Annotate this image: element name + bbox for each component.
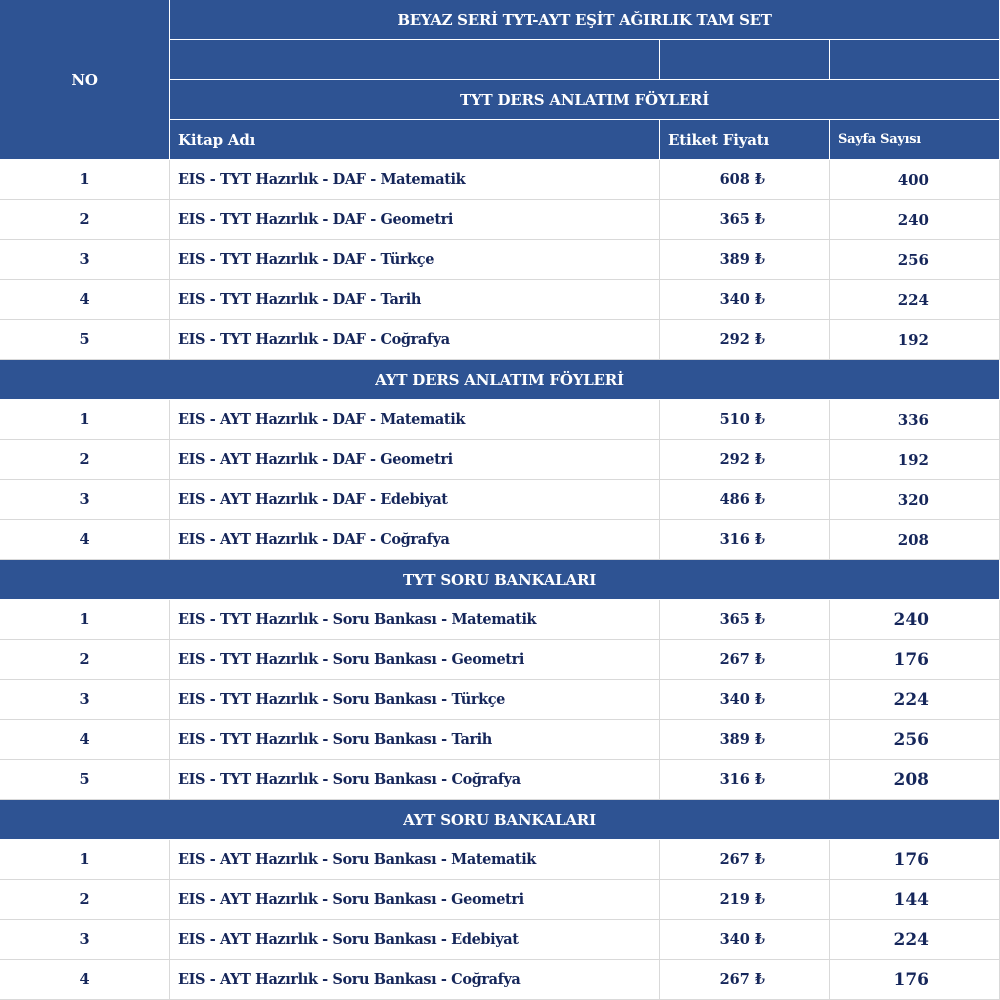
header-blank-cell xyxy=(170,40,660,80)
book-name: EIS - TYT Hazırlık - Soru Bankası - Coğrafya xyxy=(170,760,660,800)
book-name: EIS - TYT Hazırlık - Soru Bankası - Geometri xyxy=(170,640,660,680)
row-number: 3 xyxy=(0,680,170,720)
book-price: 365 ₺ xyxy=(660,600,830,640)
book-name: EIS - TYT Hazırlık - DAF - Geometri xyxy=(170,200,660,240)
header-blank-cell xyxy=(830,40,1000,80)
book-price: 510 ₺ xyxy=(660,400,830,440)
book-price: 389 ₺ xyxy=(660,720,830,760)
section-title: TYT DERS ANLATIM FÖYLERİ xyxy=(170,80,1000,120)
book-pages: 176 xyxy=(830,840,1000,880)
book-pages: 144 xyxy=(830,880,1000,920)
book-name: EIS - AYT Hazırlık - DAF - Geometri xyxy=(170,440,660,480)
book-price: 292 ₺ xyxy=(660,320,830,360)
book-name: EIS - AYT Hazırlık - Soru Bankası - Coğrafya xyxy=(170,960,660,1000)
book-pages: 320 xyxy=(830,480,1000,520)
book-pages: 208 xyxy=(830,520,1000,560)
book-name: EIS - TYT Hazırlık - Soru Bankası - Tarih xyxy=(170,720,660,760)
book-name: EIS - TYT Hazırlık - Soru Bankası - Matematik xyxy=(170,600,660,640)
row-number: 4 xyxy=(0,960,170,1000)
book-name: EIS - TYT Hazırlık - DAF - Tarih xyxy=(170,280,660,320)
book-name: EIS - AYT Hazırlık - Soru Bankası - Matematik xyxy=(170,840,660,880)
book-pages: 176 xyxy=(830,960,1000,1000)
book-pages: 400 xyxy=(830,160,1000,200)
book-pages: 224 xyxy=(830,920,1000,960)
row-number: 4 xyxy=(0,520,170,560)
book-name: EIS - AYT Hazırlık - Soru Bankası - Geometri xyxy=(170,880,660,920)
book-price: 316 ₺ xyxy=(660,760,830,800)
row-number: 3 xyxy=(0,920,170,960)
row-number: 2 xyxy=(0,200,170,240)
row-number: 3 xyxy=(0,240,170,280)
row-number: 2 xyxy=(0,640,170,680)
column-header-pages: Sayfa Sayısı xyxy=(830,120,1000,160)
section-title: AYT DERS ANLATIM FÖYLERİ xyxy=(0,360,1000,400)
book-name: EIS - AYT Hazırlık - DAF - Edebiyat xyxy=(170,480,660,520)
book-pages: 192 xyxy=(830,440,1000,480)
book-name: EIS - AYT Hazırlık - DAF - Coğrafya xyxy=(170,520,660,560)
book-name: EIS - AYT Hazırlık - DAF - Matematik xyxy=(170,400,660,440)
row-number: 5 xyxy=(0,320,170,360)
book-pages: 224 xyxy=(830,680,1000,720)
header-blank-cell xyxy=(660,40,830,80)
book-name: EIS - TYT Hazırlık - DAF - Coğrafya xyxy=(170,320,660,360)
book-price: 219 ₺ xyxy=(660,880,830,920)
section-title: TYT SORU BANKALARI xyxy=(0,560,1000,600)
book-price: 267 ₺ xyxy=(660,640,830,680)
row-number: 5 xyxy=(0,760,170,800)
row-number: 1 xyxy=(0,840,170,880)
row-number: 2 xyxy=(0,880,170,920)
column-header-name: Kitap Adı xyxy=(170,120,660,160)
book-pages: 336 xyxy=(830,400,1000,440)
book-pages: 240 xyxy=(830,200,1000,240)
book-price: 292 ₺ xyxy=(660,440,830,480)
book-price: 486 ₺ xyxy=(660,480,830,520)
row-number: 4 xyxy=(0,720,170,760)
book-price: 267 ₺ xyxy=(660,960,830,1000)
book-pages: 176 xyxy=(830,640,1000,680)
column-header-no: NO xyxy=(0,0,170,160)
book-pages: 192 xyxy=(830,320,1000,360)
book-pages: 256 xyxy=(830,720,1000,760)
row-number: 4 xyxy=(0,280,170,320)
book-name: EIS - TYT Hazırlık - DAF - Türkçe xyxy=(170,240,660,280)
book-name: EIS - TYT Hazırlık - Soru Bankası - Türkçe xyxy=(170,680,660,720)
book-price: 340 ₺ xyxy=(660,680,830,720)
row-number: 2 xyxy=(0,440,170,480)
book-pages: 256 xyxy=(830,240,1000,280)
book-name: EIS - AYT Hazırlık - Soru Bankası - Edebiyat xyxy=(170,920,660,960)
book-pages: 224 xyxy=(830,280,1000,320)
book-price: 365 ₺ xyxy=(660,200,830,240)
section-title: AYT SORU BANKALARI xyxy=(0,800,1000,840)
row-number: 1 xyxy=(0,600,170,640)
row-number: 3 xyxy=(0,480,170,520)
table-title: BEYAZ SERİ TYT-AYT EŞİT AĞIRLIK TAM SET xyxy=(170,0,1000,40)
book-price: 389 ₺ xyxy=(660,240,830,280)
book-pages: 208 xyxy=(830,760,1000,800)
row-number: 1 xyxy=(0,400,170,440)
book-price: 608 ₺ xyxy=(660,160,830,200)
book-price: 316 ₺ xyxy=(660,520,830,560)
book-price: 267 ₺ xyxy=(660,840,830,880)
book-pages: 240 xyxy=(830,600,1000,640)
book-price: 340 ₺ xyxy=(660,920,830,960)
book-price: 340 ₺ xyxy=(660,280,830,320)
book-name: EIS - TYT Hazırlık - DAF - Matematik xyxy=(170,160,660,200)
row-number: 1 xyxy=(0,160,170,200)
column-header-price: Etiket Fiyatı xyxy=(660,120,830,160)
